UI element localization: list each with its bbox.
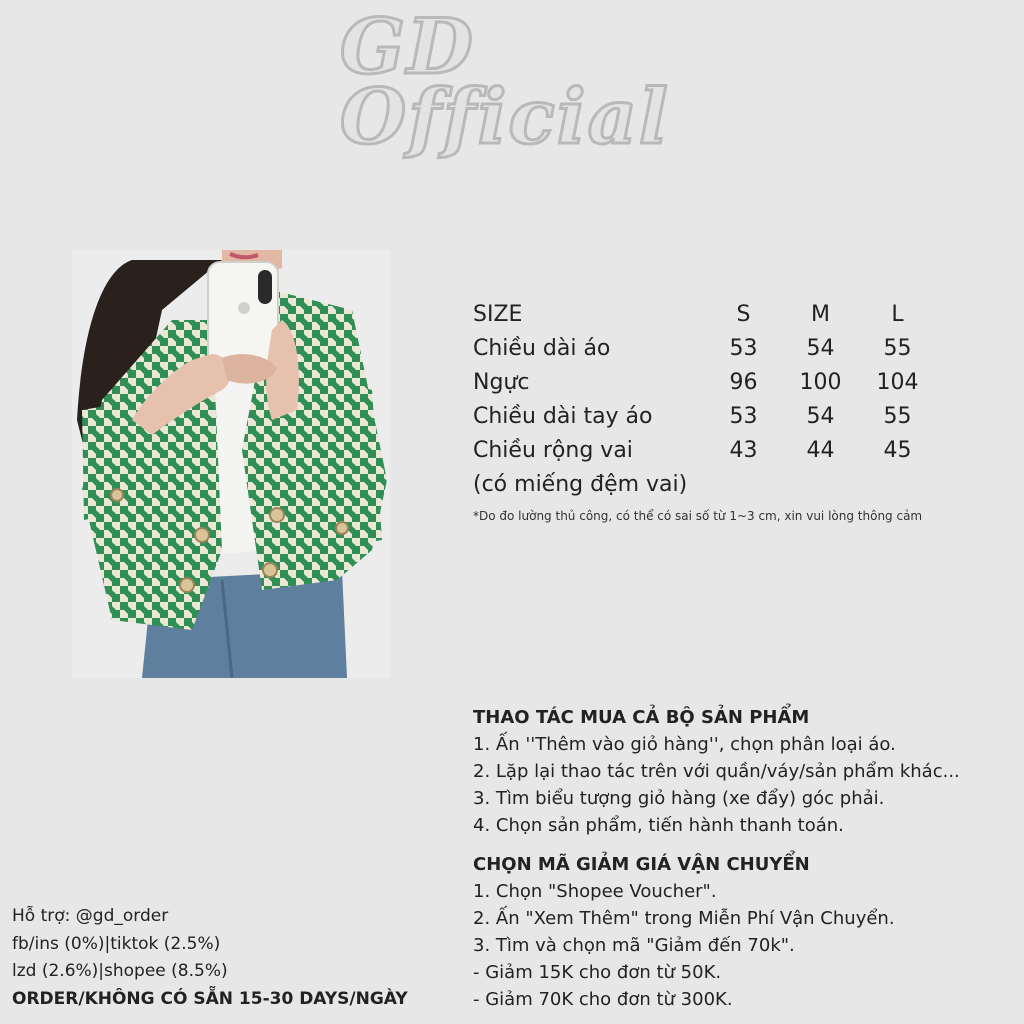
purchase-step: 4. Chọn sản phẩm, tiến hành thanh toán. <box>473 815 844 836</box>
size-row-chest <box>473 366 936 400</box>
size-cell: 54 <box>806 404 835 429</box>
size-row-sleeve <box>473 400 936 434</box>
size-extra-line <box>473 468 936 502</box>
support-contact: Hỗ trợ: @gd_order <box>12 906 169 926</box>
size-cell: 100 <box>799 370 842 395</box>
support-fees-2: lzd (2.6%)|shopee (8.5%) <box>12 961 228 981</box>
purchase-guide-heading: THAO TÁC MUA CẢ BỘ SẢN PHẨM <box>473 707 810 728</box>
support-info <box>12 903 408 1013</box>
order-note: ORDER/KHÔNG CÓ SẴN 15-30 DAYS/NGÀY <box>12 988 408 1009</box>
size-cell: 45 <box>883 438 912 463</box>
support-fees-1: fb/ins (0%)|tiktok (2.5%) <box>12 933 221 954</box>
size-cell: 55 <box>883 404 912 429</box>
size-cell: 44 <box>806 438 835 463</box>
size-cell: 43 <box>729 438 758 463</box>
size-row-label: Chiều dài áo <box>473 336 611 361</box>
purchase-step: 3. Tìm biểu tượng giỏ hàng (xe đẩy) góc phải. <box>473 788 885 809</box>
size-header-s: S <box>736 302 751 327</box>
size-cell: 104 <box>876 370 919 395</box>
voucher-step: 3. Tìm và chọn mã "Giảm đến 70k". <box>473 935 795 956</box>
voucher-guide <box>473 851 895 1013</box>
size-row-label: Ngực <box>473 370 530 395</box>
product-photo <box>72 250 390 678</box>
size-row-length <box>473 332 936 366</box>
size-chart-header <box>473 298 936 332</box>
size-cell: 54 <box>806 336 835 361</box>
size-note: *Do đo lường thủ công, có thể có sai số từ 1~3 cm, xin vui lòng thông cảm <box>473 509 923 523</box>
brand-logo <box>340 2 680 161</box>
size-extra-text: (có miếng đệm vai) <box>473 472 688 497</box>
size-cell: 96 <box>729 370 758 395</box>
size-row-label: Chiều rộng vai <box>473 438 633 463</box>
brand-logo-line2: Official <box>340 72 670 161</box>
size-row-shoulder <box>473 434 936 468</box>
voucher-step: - Giảm 15K cho đơn từ 50K. <box>473 962 722 983</box>
voucher-step: 1. Chọn "Shopee Voucher". <box>473 881 717 902</box>
brand-logo-line1: GD <box>340 2 475 91</box>
size-cell: 55 <box>883 336 912 361</box>
size-chart <box>473 298 936 502</box>
size-cell: 53 <box>729 336 758 361</box>
size-header-m: M <box>811 302 830 327</box>
size-header-label: SIZE <box>473 302 523 327</box>
size-header-l: L <box>891 302 904 327</box>
size-row-label: Chiều dài tay áo <box>473 404 653 429</box>
purchase-guide <box>473 704 960 839</box>
size-cell: 53 <box>729 404 758 429</box>
purchase-step: 2. Lặp lại thao tác trên với quần/váy/sản phẩm khác... <box>473 761 960 782</box>
voucher-guide-heading: CHỌN MÃ GIẢM GIÁ VẬN CHUYỂN <box>473 854 810 875</box>
purchase-step: 1. Ấn ''Thêm vào giỏ hàng'', chọn phân loại áo. <box>473 734 896 755</box>
voucher-step: - Giảm 70K cho đơn từ 300K. <box>473 989 733 1010</box>
voucher-step: 2. Ấn "Xem Thêm" trong Miễn Phí Vận Chuyển. <box>473 908 895 929</box>
